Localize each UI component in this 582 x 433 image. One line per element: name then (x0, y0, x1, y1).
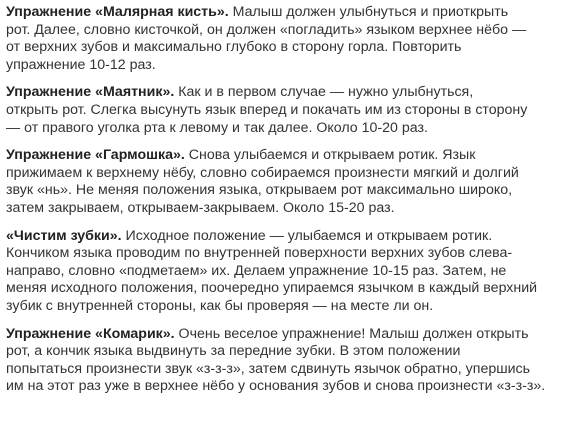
exercise-title: Упражнение «Малярная кисть». (6, 4, 229, 20)
exercise-title: Упражнение «Комарик». (6, 325, 175, 342)
exercise-description: Очень веселое упражнение! Малыш должен открыть рот, а кончик языка выдвинуть за передние зубки. В этом положении попытаться произнести звук «з-з-з», затем сдвинуть язычок обратно, упершись им на этот раз уже в верхнее нёбо у основания зубов и снова произнести «з-з-з». (6, 325, 546, 395)
exercise-description: Исходное положение — улыбаемся и открываем ротик. Кончиком языка проводим по внутренней поверхности верхних зубов слева- направо, словно «подметаем» их. Делаем упражнение 10-15 раз. Затем, не меняя исходного положения, поочередно упираемся язычком в каждый верхний зубик с внутренней стороны, как бы проверяя — на месте ли он. (6, 227, 538, 314)
exercise-description: Малыш должен улыбнуться и приоткрыть рот. Далее, словно кисточкой, он должен «погладить» языком верхнее нёбо — от верхних зубов и максимально глубоко в сторону горла. Повторить упражнение 10-12 раз. (6, 4, 527, 73)
exercise-paragraph-garmoshka (6, 147, 576, 217)
exercise-title: «Чистим зубки». (6, 227, 122, 244)
exercise-paragraph-malyarnaya-kist (6, 4, 576, 74)
exercise-title: Упражнение «Маятник». (6, 84, 175, 101)
exercise-title: Упражнение «Гармошка». (6, 147, 185, 164)
exercise-description: Как и в первом случае — нужно улыбнуться, открыть рот. Слегка высунуть язык вперед и покачать им из стороны в сторону — от правого уголка рта к левому и так далее. Около 10-20 раз. (6, 84, 528, 136)
exercise-paragraph-mayatnik (6, 84, 576, 137)
exercise-paragraph-komarik (6, 326, 576, 396)
exercise-paragraph-chistim-zubki (6, 228, 576, 316)
exercise-description: Снова улыбаемся и открываем ротик. Язык прижимаем к верхнему нёбу, словно собираемся произнести мягкий и долгий звук «нь». Не меняя положения языка, открываем рот максимально широко, затем закрываем, открываем-закрываем. Около 15-20 раз. (6, 147, 519, 216)
